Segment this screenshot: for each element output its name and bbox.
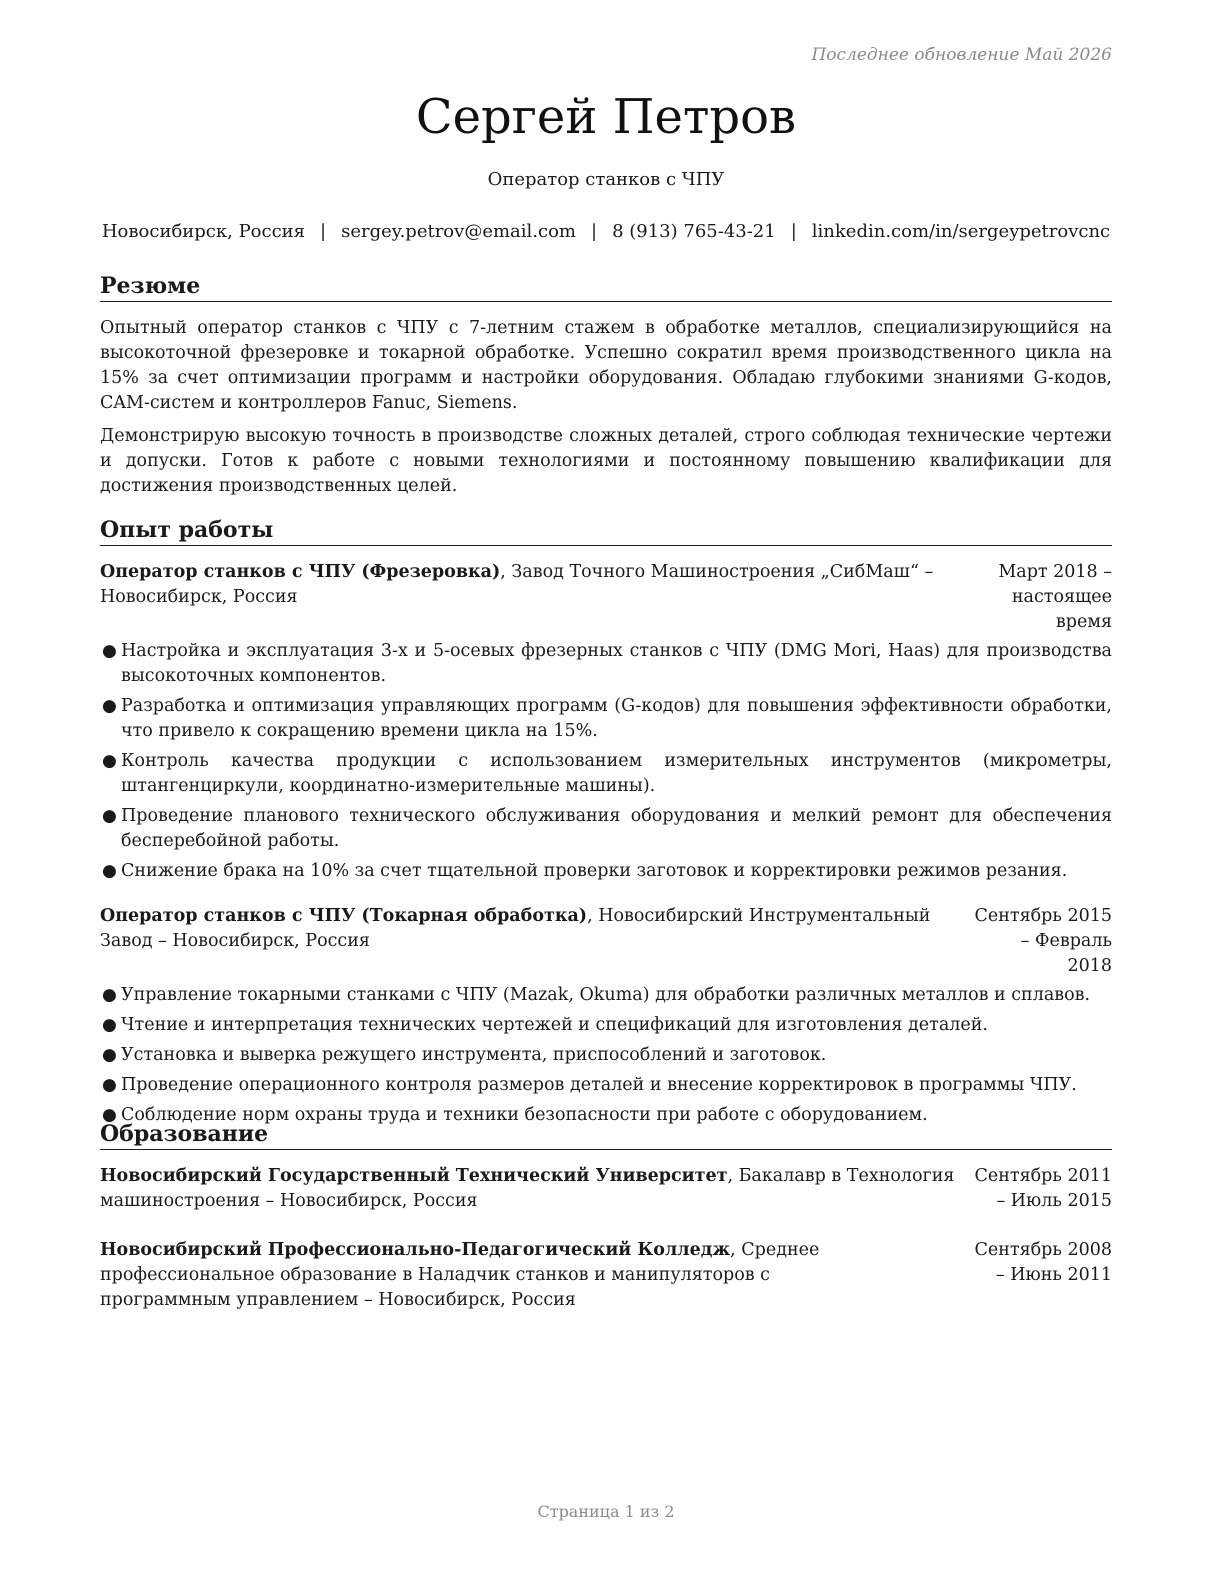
summary-paragraph: Опытный оператор станков с ЧПУ с 7-летним стажем в обработке металлов, специализирующийся на высокоточной фрезеровке и токарной обработке. Успешно сократил время производственного цикла на 15% за счет оптимизации программ и настройки оборудования. Обладаю глубокими знаниями G-кодов, CAM-систем и контроллеров Fanuc, Siemens. <box>100 318 1112 413</box>
job-title-line <box>100 904 972 979</box>
list-item: ● Чтение и интерпретация технических чертежей и спецификаций для изготовления деталей. <box>100 1013 1112 1038</box>
bullet-icon: ● <box>102 751 117 771</box>
education-header <box>100 1164 1112 1214</box>
education-school: Новосибирский Профессионально-Педагогический Колледж <box>100 1240 731 1260</box>
contact-separator: | <box>790 221 797 242</box>
job-entry <box>100 904 1112 1128</box>
bullet-icon: ● <box>102 1105 117 1125</box>
list-item: ● Снижение брака на 10% за счет тщательной проверки заготовок и корректировки режимов резания. <box>100 859 1112 884</box>
contact-line <box>100 220 1112 244</box>
education-degree: , Среднее профессиональное образование в Наладчик станков и манипуляторов с программным управлением – Новосибирск, Россия <box>100 1240 820 1310</box>
education-dates: Сентябрь 2008 – Июнь 2011 <box>974 1240 1112 1285</box>
list-item: ● Соблюдение норм охраны труда и техники безопасности при работе с оборудованием. <box>100 1103 1112 1128</box>
list-item: ● Настройка и эксплуатация 3-х и 5-осевых фрезерных станков с ЧПУ (DMG Mori, Haas) для производства высокоточных компонентов. <box>102 641 1112 686</box>
education-degree: , Бакалавр в Технология машиностроения – Новосибирск, Россия <box>100 1166 955 1211</box>
job-bullets <box>100 983 1112 1128</box>
summary-section <box>100 272 1112 499</box>
job-dates: Март 2018 – настоящее время <box>998 562 1112 632</box>
experience-section <box>100 516 1112 1133</box>
job-title-line <box>100 560 951 635</box>
contact-separator: | <box>320 221 327 242</box>
job-header <box>100 904 1112 979</box>
education-section <box>100 1120 1112 1313</box>
job-role: Оператор станков с ЧПУ (Токарная обработка) <box>100 906 588 926</box>
candidate-name: Сергей Петров <box>415 89 797 145</box>
contact-linkedin[interactable]: linkedin.com/in/sergeypetrovcnc <box>811 221 1111 242</box>
contact-email[interactable]: sergey.petrov@email.com <box>341 221 576 242</box>
list-item: ● Проведение операционного контроля размеров деталей и внесение корректировок в программы ЧПУ. <box>100 1073 1112 1098</box>
job-entry <box>100 560 1112 884</box>
bullet-icon: ● <box>102 806 117 826</box>
education-header <box>100 1238 1112 1313</box>
bullet-icon: ● <box>102 1015 117 1035</box>
job-company: , Завод Точного Машиностроения „СибМаш“ – Новосибирск, Россия <box>100 562 934 607</box>
summary-paragraph: Демонстрирую высокую точность в производстве сложных деталей, строго соблюдая технические чертежи и допуски. Готов к работе с новыми технологиями и постоянному повышению квалификации для достижения производственных целей. <box>100 426 1112 496</box>
job-role: Оператор станков с ЧПУ (Фрезеровка) <box>100 562 501 582</box>
education-heading: Образование <box>100 1120 1112 1150</box>
education-school: Новосибирский Государственный Технический Университет <box>100 1166 728 1186</box>
bullet-icon: ● <box>102 1045 117 1065</box>
bullet-icon: ● <box>102 1075 117 1095</box>
contact-phone[interactable]: 8 (913) 765-43-21 <box>612 221 776 242</box>
candidate-title: Оператор станков с ЧПУ <box>487 169 725 190</box>
education-title-line <box>100 1238 896 1313</box>
job-bullets <box>100 639 1112 884</box>
list-item: ● Управление токарными станками с ЧПУ (Mazak, Okuma) для обработки различных металлов и сплавов. <box>100 983 1112 1008</box>
education-entry <box>100 1164 1112 1214</box>
education-dates: Сентябрь 2011 – Июль 2015 <box>974 1166 1112 1211</box>
bullet-icon: ● <box>102 641 117 661</box>
contact-location: Новосибирск, Россия <box>101 221 306 242</box>
education-entry <box>100 1238 1112 1313</box>
contact-separator: | <box>591 221 598 242</box>
job-header <box>100 560 1112 635</box>
list-item: ● Установка и выверка режущего инструмента, приспособлений и заготовок. <box>100 1043 1112 1068</box>
bullet-icon: ● <box>102 696 117 716</box>
list-item: ● Разработка и оптимизация управляющих программ (G-кодов) для повышения эффективности обработки, что привело к сокращению времени цикла на 15%. <box>102 696 1112 741</box>
resume-page <box>100 0 1112 1584</box>
last-updated: Последнее обновление Май 2026 <box>811 45 1112 65</box>
education-title-line <box>100 1164 962 1214</box>
experience-heading: Опыт работы <box>100 516 1112 546</box>
list-item: ● Проведение планового технического обслуживания оборудования и мелкий ремонт для обеспечения бесперебойной работы. <box>102 806 1112 851</box>
bullet-icon: ● <box>102 985 117 1005</box>
job-company: , Новосибирский Инструментальный Завод – Новосибирск, Россия <box>100 906 931 951</box>
bullet-icon: ● <box>102 861 117 881</box>
list-item: ● Контроль качества продукции с использованием измерительных инструментов (микрометры, штангенциркули, координатно-измерительные машины). <box>102 751 1112 796</box>
summary-heading: Резюме <box>100 272 1112 302</box>
job-dates: Сентябрь 2015 – Февраль 2018 <box>974 906 1112 976</box>
page-number: Страница 1 из 2 <box>537 1502 675 1521</box>
